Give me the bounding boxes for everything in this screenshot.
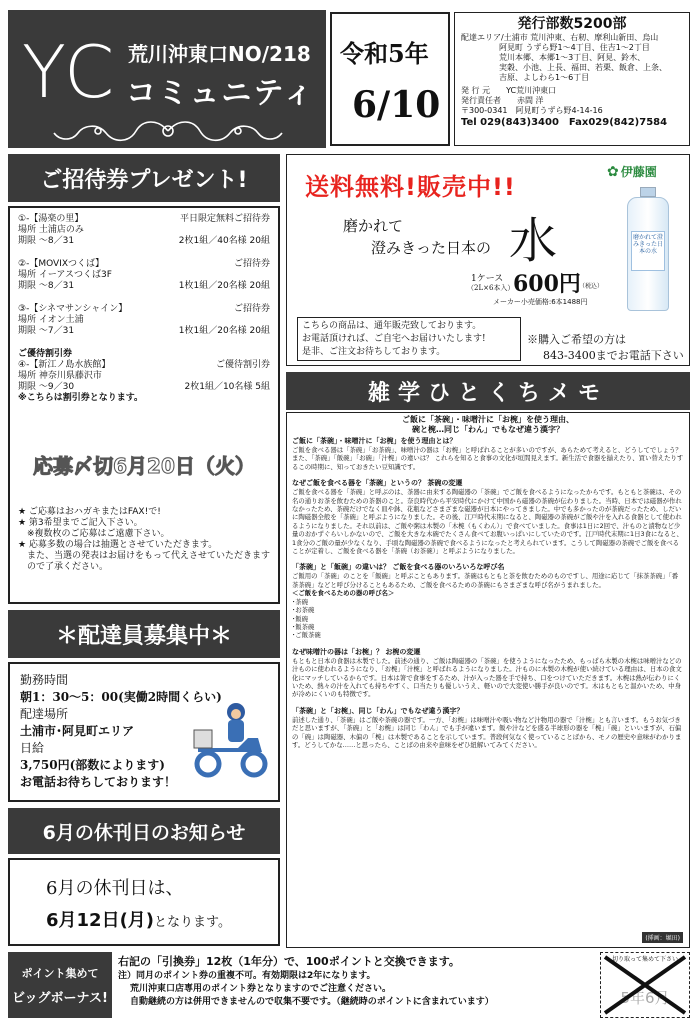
ad-copy2: 澄みきった日本の: [371, 239, 492, 257]
invite-item-3: [18, 304, 270, 337]
invite-count: 2枚1組／40名様 20組: [178, 236, 270, 246]
issuer: 発 行 元 YC荒川沖東口: [461, 86, 557, 95]
memo-list-item: ＜ご飯を食べるための器の呼び名＞: [292, 589, 395, 598]
ad-price: 600円: [513, 271, 581, 297]
cross-out-icon: [601, 953, 689, 1017]
masthead: [8, 10, 326, 148]
recruit-line: お電話お待ちしております！: [20, 775, 177, 789]
memo-sec-heading: 「茶碗」と「お椀」、同じ「わん」でもなぜ違う漢字？: [292, 706, 464, 715]
memo-list-item: ･飯茶碗: [292, 622, 315, 631]
recruit-line: 勤務時間: [20, 673, 69, 687]
holiday-line1: 6月の休刊日は、: [46, 878, 184, 899]
brand-name: 伊藤園: [620, 165, 657, 179]
invite-period: 期限 ～8／31: [18, 236, 75, 246]
ad-headline: 送料無料!販売中!!: [305, 173, 516, 201]
note-line: また、当選の発表はお届けをもって代えさせていただきます: [18, 551, 271, 561]
area-line-2: 阿見町 うずら野1～4丁目、住吉1～2丁目: [499, 43, 650, 52]
invite-tag: 平日限定無料ご招待券: [179, 214, 270, 224]
coupon-box: [600, 952, 690, 1018]
discount-heading: ご優待割引券: [18, 349, 73, 359]
note-line: ★ 応募多数の場合は抽選とさせていただきます。: [18, 540, 218, 550]
publisher-box: [454, 12, 690, 146]
ad-order2: 843-3400までお電話下さい: [543, 349, 684, 362]
bottle-label: 磨かれて澄みきった日本の水: [631, 231, 665, 271]
holiday-date-row: [20, 906, 268, 932]
invite-count: 1枚1組／20名様 20組: [178, 281, 270, 291]
recruit-line: 日給: [20, 741, 45, 755]
issue-box: [330, 12, 450, 146]
deadline: [18, 450, 270, 479]
memo-sec-body: ご飯用の「茶碗」のことを「飯碗」と呼ぶこともあります。茶碗はもともと茶を飲むためのものですし、用途に応じて「抹茶茶碗」「番茶茶碗」などと呼び分けることもあるため、ご飯を食べるための茶碗にもさまざまな呼び名がうまれました。: [292, 572, 679, 589]
responsible: 発行責任者 赤間 洋: [461, 96, 544, 105]
memo-list-item: ･お茶碗: [292, 606, 315, 615]
area-line-5: 吉原、よしわら1～6丁目: [499, 73, 590, 82]
ad-tax: （税込）: [579, 283, 604, 290]
yc-logo: YC: [22, 30, 117, 114]
copies: 発行部数5200部: [517, 16, 627, 32]
issue-era: 令和5年: [340, 39, 429, 68]
recruit-box: [8, 662, 280, 802]
invite-item-2: [18, 259, 270, 292]
note-line: ★ 第3希望までご記入下さい。: [18, 518, 143, 528]
invite-period: 期限 ～8／31: [18, 281, 75, 291]
holiday-box: [8, 858, 280, 946]
invite-tag: ご招待券: [233, 304, 270, 314]
area-line-3: 荒川本郷、本郷1～3丁目、阿見、鈴木、: [499, 53, 646, 62]
invite-title: ③-【シネマサンシャイン】: [18, 304, 128, 314]
recruit-heading-text: ＊配達員募集中＊: [55, 623, 232, 649]
ad-copy1: 磨かれて: [343, 217, 404, 235]
invite-notes: [18, 507, 270, 573]
notice-line: こちらの商品は、通年販売致しております。: [302, 321, 482, 331]
leaf-icon: ✿: [607, 163, 619, 180]
recruit-line: 配達場所: [20, 707, 69, 721]
memo-box: [286, 412, 690, 948]
brand-logo: [607, 163, 657, 180]
water-bottle: [623, 187, 673, 313]
discount-place: 場所 神奈川県藤沢市: [18, 371, 102, 381]
ad-case-sub: （2L×6本入）: [467, 284, 515, 292]
points-box: [116, 952, 598, 1018]
invite-count: 1枚1組／20名様 20組: [178, 326, 270, 336]
invite-heading: [8, 154, 280, 202]
coupon-caption: 切り取って集めて下さい: [611, 956, 678, 963]
notice-line: 是非、ご注文お待ちしております。: [302, 347, 446, 357]
note-line: ので了承ください。: [18, 562, 109, 572]
recruit-line: 朝1：30～5：00(実働2時間くらい): [20, 690, 222, 704]
recruit-heading: [8, 610, 280, 658]
delivery-scooter-icon: [188, 696, 272, 780]
holiday-date: 6月12日(月): [46, 910, 155, 931]
points-badge-line2: ビッグボーナス!: [12, 990, 108, 1006]
invite-place: 場所 イオン土浦: [18, 315, 84, 325]
ad-case: 1ケース: [471, 274, 504, 284]
invite-box: [8, 206, 280, 604]
points-line3: 荒川沖東口店専用のポイント券となりますのでご注意ください。: [130, 984, 392, 994]
memo-sec-heading: ご飯に「茶碗」・味噌汁に「お椀」を使う理由とは？: [292, 437, 457, 445]
discount-title: ④-【新江ノ島水族館】: [18, 360, 111, 370]
memo-list-item: ･ご飯茶碗: [292, 631, 321, 640]
memo-list-item: ･茶碗: [292, 597, 308, 606]
invite-place: 場所 イーアスつくば3F: [18, 270, 112, 280]
discount-count: 2枚1組／10名様 5組: [184, 382, 270, 392]
memo-sec-body: ご飯を食べる器を「茶碗」と呼ぶのは、茶器に由来する陶磁器の「茶碗」でご飯を食べるようになったからです。もともと茶碗は、その名の通りお茶を飲むための茶器のこと。奈良時代から平安時代にかけて中国から磁器の茶碗が伝わりました。当時、日本では磁器が作れなかったため、茶碗だけでなく皿や鉢、花瓶などさまざまな磁器が日本にやってきました。中でも多かったのが茶碗だったため、しだいに陶磁器全般を「茶碗」と呼ぶようになりました。その後、江戸時代末期になると、陶磁器の茶碗がご飯や汁を入れる食器として使われるようになりました。それ以前は、ご飯や粥は木製の「木椀（もくわん）」で食べていました。食事は1日に2回で、汁ものと漬物など少量のおかずぐらいしかないので、ご飯を大きな木碗でたくさん食べてお腹いっぱいにしていたのです。江戸時代末期に1日3食になると、1食分のご飯の量が少なくなり、手頃な陶磁器の茶碗で食べるようになったと考えられています。こうして陶磁器の茶碗でご飯を食べることが定着し、ご飯を食べる器を「茶碗（お茶碗）」と呼ぶようになりました。: [292, 488, 683, 556]
address: 〒300-0341 阿見町うずら野4-14-16: [461, 106, 603, 115]
points-line2: 注）同月のポイント券の重複不可。有効期限は2年になります。: [118, 971, 376, 981]
memo-sec-heading: 「茶碗」と「飯碗」の違いは？ ご飯を食べる器のいろいろな呼び名: [292, 563, 505, 572]
ornament-icon: [38, 118, 298, 144]
points-badge-line1: ポイント集めて: [21, 966, 99, 980]
memo-sec-heading: なぜ味噌汁の器は「お椀」？ お椀の変遷: [292, 647, 421, 656]
invite-period: 期限 ～7／31: [18, 326, 75, 336]
community-title: コミュニティ: [126, 76, 315, 111]
area-line-1: 配達エリア/土浦市 荒川沖東、右籾、摩利山新田、烏山: [461, 33, 659, 42]
discount-item: [18, 360, 270, 404]
recruit-line: 3,750円(部数によります): [20, 758, 165, 772]
holiday-suffix: となります。: [154, 915, 231, 930]
memo-sec-body: ご飯を食べる器は「茶碗」「お茶碗」、味噌汁の器は「お椀」と呼ばれることが多いのですが、あらためて考えると、どうしてでしょう？ また、「茶碗」「飯碗」「お碗」「汁椀」の違いは？ これらを知ると食事の文化が垣間見えます。新生活で食器を揃えたり、買い替えたりするこの時期に、知っておきたい豆知識です。: [292, 446, 684, 471]
ad-box: [286, 154, 690, 366]
ad-notice: [297, 317, 521, 361]
discount-tag: ご優待割引券: [215, 360, 270, 370]
points-line1: 右記の「引換券」12枚（1年分）で、100ポイントと交換できます。: [118, 955, 460, 968]
invite-heading-text: ご招待券プレゼント!: [40, 167, 248, 193]
coupon-date: 5年6月: [620, 989, 670, 1007]
invite-title: ②-【MOVIXつくば】: [18, 259, 104, 269]
note-line: ※複数枚のご応募はご遠慮下さい。: [18, 529, 170, 539]
memo-sec-body: もともと日本の食器は木製でした。前述の通り、ご飯は陶磁器の「茶碗」を使うようになったため、もっぱら木製の木椀は味噌汁などの汁ものに使われるようになり、「お椀」「汁椀」と呼ばれるようになりました。汁ものに木製の木椀が使い続けている理由は、日本の食文化にマッチしているからです。日本は箸で食事をするため、汁が入った器を手で持ち、口をつけていただきます。木椀は熱が伝わりにくいため、熱々の汁を入れても持ちやすく、口当たりも優しいうえ、軽いので大変使い勝手が良いのです。木はもともと温かいため、中身が冷めにくいのも特徴です。: [292, 656, 682, 699]
memo-list-item: ･飯碗: [292, 614, 308, 623]
invite-item-1: [18, 214, 270, 247]
memo-title2: 碗と椀…同じ「わん」でもなぜ違う漢字？: [412, 425, 564, 434]
area-line-4: 実穀、小池、上長、福田、若栗、飯倉、上条、: [499, 63, 667, 72]
holiday-heading: [8, 808, 280, 854]
ad-big-char: 水: [509, 213, 558, 269]
discount-period: 期限 ～9／30: [18, 382, 75, 392]
holiday-heading-text: 6月の休刊日のお知らせ: [42, 821, 246, 844]
ad-order1: ※購入ご希望の方は: [527, 333, 626, 346]
discount-note: ※こちらは割引券となります。: [18, 393, 144, 403]
memo-credit: (挿画：堀田): [642, 932, 683, 943]
notice-line: お電話頂ければ、ご自宅へお届けいたします!: [302, 334, 486, 344]
memo-title1: ご飯に「茶碗」・味噌汁に「お椀」を使う理由、: [402, 415, 574, 424]
points-line4: 自動継続の方は併用できませんので収集不要です。（継続時のポイントに含まれています）: [130, 997, 494, 1007]
invite-place: 場所 土浦店のみ: [18, 225, 84, 235]
memo-sec-heading: なぜご飯を食べる器を「茶碗」というの？ 茶碗の変遷: [292, 479, 463, 488]
memo-heading-text: 雑学ひとくちメモ: [367, 380, 608, 406]
memo-heading: [286, 372, 690, 410]
ad-maker-price: メーカー小売価格:6本1488円: [493, 298, 588, 306]
memo-sec-body: 前述した通り、「茶碗」はご飯や茶碗の器です。一方、「お椀」は味噌汁や吸い物など汁物用の器で「汁椀」とも言います。もうお気づきだと思いますが、「茶碗」と「お椀」は同じ「わん」でも手が違います。飯や汁などを盛る半球形の器を「椀」「碗」といいますが、石偏の「碗」は陶磁器、木偏の「椀」は木製であることを示しています。普段何気なく使っていることばから、モノの歴史や意味がわかります。どうしてかな……と思ったら、ことばの由来や意味をぜひ紐解いてみてください。: [292, 715, 682, 749]
points-badge: [8, 952, 112, 1018]
issue-date: 6/10: [352, 84, 441, 126]
recruit-line: 土浦市･阿見町エリア: [20, 724, 135, 738]
area-name: 荒川沖東口NO/218: [128, 42, 311, 66]
invite-tag: ご招待券: [233, 259, 270, 269]
deadline-text: 応募〆切6月20日（火）: [33, 454, 255, 478]
note-line: ★ ご応募はおハガキまたはFAX!で!: [18, 507, 161, 517]
invite-title: ①-【湯楽の里】: [18, 214, 84, 224]
tel: Tel 029(843)3400 Fax029(842)7584: [461, 117, 668, 128]
